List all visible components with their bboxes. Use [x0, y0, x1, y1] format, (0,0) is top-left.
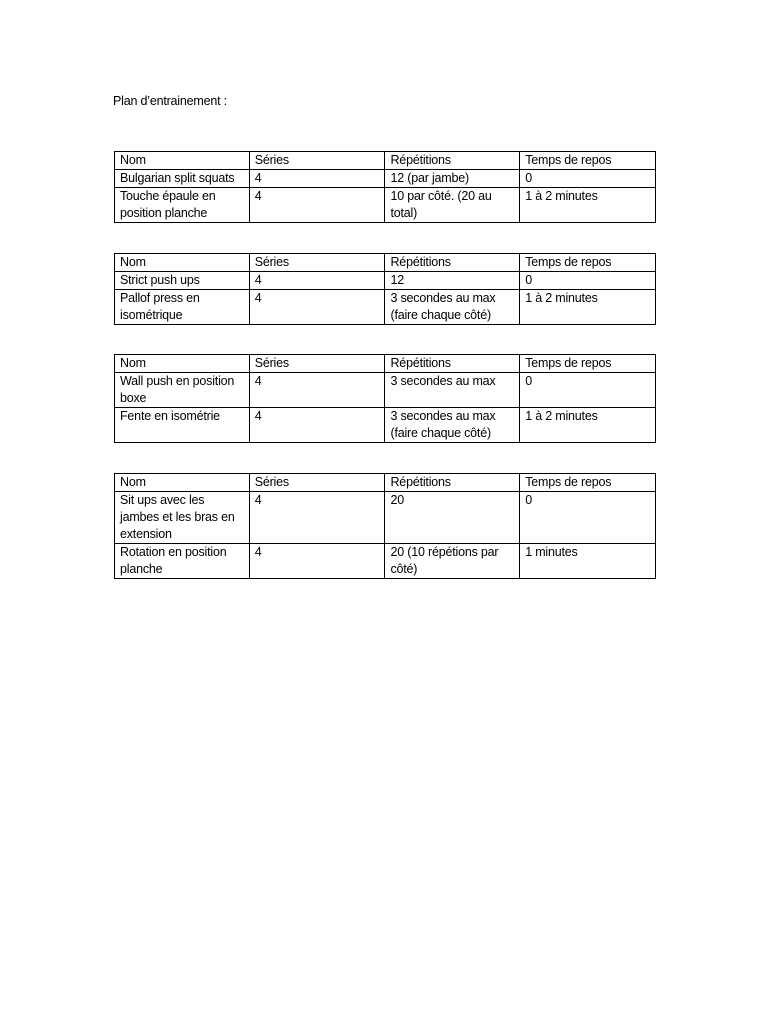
header-temps-de-repos: Temps de repos — [520, 355, 656, 373]
cell-temps-de-repos: 0 — [520, 492, 656, 544]
cell-series: 4 — [249, 272, 385, 290]
cell-nom: Fente en isométrie — [115, 408, 250, 443]
cell-series: 4 — [249, 373, 385, 408]
header-nom: Nom — [115, 152, 250, 170]
cell-repetitions: 3 secondes au max (faire chaque côté) — [385, 408, 520, 443]
cell-series: 4 — [249, 188, 385, 223]
header-nom: Nom — [115, 355, 250, 373]
document-title: Plan d’entrainement : — [113, 94, 227, 108]
workout-table-3 — [114, 354, 656, 443]
table-row — [115, 188, 656, 223]
header-nom: Nom — [115, 474, 250, 492]
table-row — [115, 290, 656, 325]
cell-temps-de-repos: 1 à 2 minutes — [520, 408, 656, 443]
cell-temps-de-repos: 1 minutes — [520, 544, 656, 579]
cell-temps-de-repos: 0 — [520, 272, 656, 290]
cell-series: 4 — [249, 290, 385, 325]
cell-series: 4 — [249, 170, 385, 188]
cell-temps-de-repos: 1 à 2 minutes — [520, 290, 656, 325]
table-header-row — [115, 474, 656, 492]
workout-table-1 — [114, 151, 656, 223]
cell-repetitions: 12 — [385, 272, 520, 290]
cell-nom: Rotation en position planche — [115, 544, 250, 579]
cell-nom: Bulgarian split squats — [115, 170, 250, 188]
cell-repetitions: 20 (10 répétions par côté) — [385, 544, 520, 579]
cell-repetitions: 12 (par jambe) — [385, 170, 520, 188]
cell-series: 4 — [249, 544, 385, 579]
header-repetitions: Répétitions — [385, 474, 520, 492]
workout-table-4 — [114, 473, 656, 579]
header-nom: Nom — [115, 254, 250, 272]
table-header-row — [115, 355, 656, 373]
header-temps-de-repos: Temps de repos — [520, 254, 656, 272]
header-repetitions: Répétitions — [385, 355, 520, 373]
table-row — [115, 544, 656, 579]
header-repetitions: Répétitions — [385, 254, 520, 272]
cell-temps-de-repos: 1 à 2 minutes — [520, 188, 656, 223]
header-series: Séries — [249, 152, 385, 170]
cell-temps-de-repos: 0 — [520, 373, 656, 408]
header-series: Séries — [249, 474, 385, 492]
header-temps-de-repos: Temps de repos — [520, 152, 656, 170]
cell-nom: Pallof press en isométrique — [115, 290, 250, 325]
table-header-row — [115, 152, 656, 170]
table-header-row — [115, 254, 656, 272]
cell-nom: Touche épaule en position planche — [115, 188, 250, 223]
table-row — [115, 170, 656, 188]
cell-series: 4 — [249, 492, 385, 544]
cell-repetitions: 3 secondes au max (faire chaque côté) — [385, 290, 520, 325]
cell-temps-de-repos: 0 — [520, 170, 656, 188]
header-temps-de-repos: Temps de repos — [520, 474, 656, 492]
cell-nom: Strict push ups — [115, 272, 250, 290]
header-series: Séries — [249, 355, 385, 373]
cell-series: 4 — [249, 408, 385, 443]
header-series: Séries — [249, 254, 385, 272]
cell-repetitions: 20 — [385, 492, 520, 544]
cell-nom: Wall push en position boxe — [115, 373, 250, 408]
table-row — [115, 373, 656, 408]
workout-table-2 — [114, 253, 656, 325]
table-row — [115, 408, 656, 443]
cell-repetitions: 3 secondes au max — [385, 373, 520, 408]
table-row — [115, 272, 656, 290]
table-row — [115, 492, 656, 544]
cell-nom: Sit ups avec les jambes et les bras en extension — [115, 492, 250, 544]
header-repetitions: Répétitions — [385, 152, 520, 170]
cell-repetitions: 10 par côté. (20 au total) — [385, 188, 520, 223]
